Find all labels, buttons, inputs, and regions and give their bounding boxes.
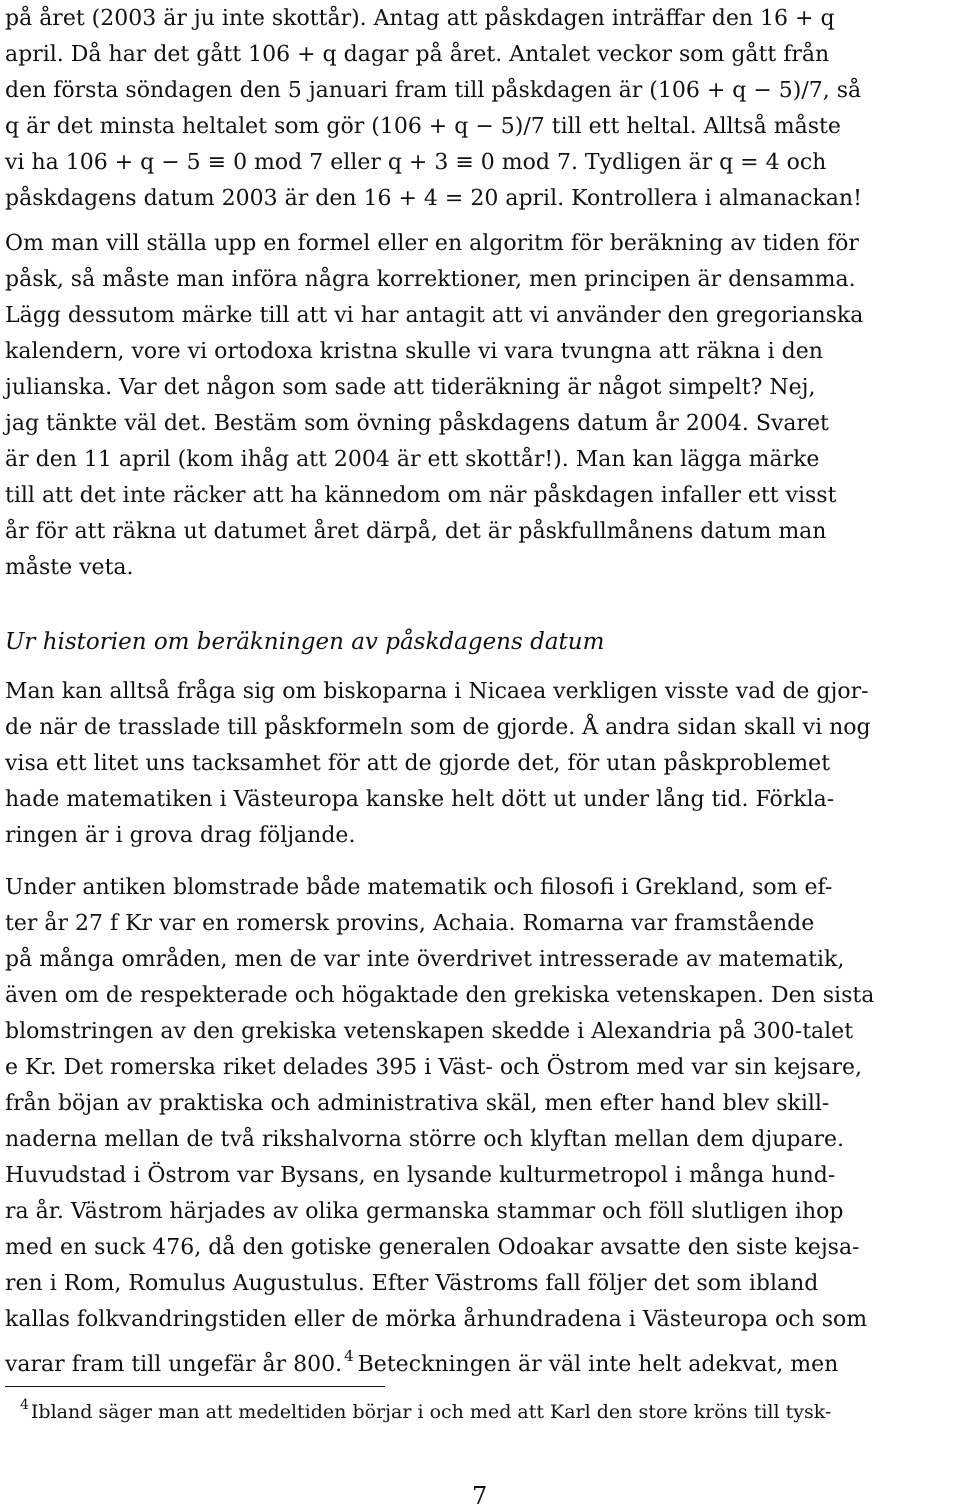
text-line: Under antiken blomstrade både matematik och filosofi i Grekland, som ef-: [5, 875, 833, 900]
text-line: från böjan av praktiska och administrativa skäl, men efter hand blev skill-: [5, 1091, 830, 1116]
text-line: ra år. Västrom härjades av olika germanska stammar och föll slutligen ihop: [5, 1199, 844, 1224]
text-line: Lägg dessutom märke till att vi har antagit att vi använder den gregorianska: [5, 303, 864, 328]
text-line: julianska. Var det någon som sade att tideräkning är något simpelt? Nej,: [5, 375, 816, 400]
text-segment: Beteckningen är väl inte helt adekvat, men: [357, 1352, 839, 1377]
text-line: vi ha 106 + q − 5 ≡ 0 mod 7 eller q + 3 ≡ 0 mod 7. Tydligen är q = 4 och: [5, 150, 827, 175]
text-line: måste veta.: [5, 555, 134, 580]
text-line: hade matematiken i Västeuropa kanske helt dött ut under lång tid. Förkla-: [5, 787, 835, 812]
text-line: påskdagens datum 2003 är den 16 + 4 = 20 april. Kontrollera i almanackan!: [5, 186, 862, 211]
footnote-separator: [5, 1386, 385, 1387]
section-heading: Ur historien om beräkningen av påskdagens datum: [5, 629, 605, 655]
text-line: blomstringen av den grekiska vetenskapen skedde i Alexandria på 300-talet: [5, 1019, 854, 1044]
page-number: 7: [472, 1482, 488, 1510]
text-line: q är det minsta heltalet som gör (106 + q − 5)/7 till ett heltal. Alltså måste: [5, 114, 841, 139]
text-line: Om man vill ställa upp en formel eller en algoritm för beräkning av tiden för: [5, 231, 859, 256]
text-line: [5, 1341, 839, 1377]
text-line: de när de trasslade till påskformeln som de gjorde. Å andra sidan skall vi nog: [5, 715, 871, 740]
text-line: kallas folkvandringstiden eller de mörka århundradena i Västeuropa och som: [5, 1307, 868, 1332]
text-line: med en suck 476, då den gotiske generalen Odoakar avsatte den siste kejsa-: [5, 1235, 860, 1260]
footnote: [20, 1392, 831, 1425]
text-line: är den 11 april (kom ihåg att 2004 är ett skottår!). Man kan lägga märke: [5, 447, 820, 472]
footnote-text: Ibland säger man att medeltiden börjar i och med att Karl den store kröns till tysk-: [30, 1401, 832, 1423]
text-line: år för att räkna ut datumet året därpå, det är påskfullmånens datum man: [5, 519, 827, 544]
text-line: naderna mellan de två rikshalvorna större och klyftan mellan dem djupare.: [5, 1127, 845, 1152]
text-segment: varar fram till ungefär år 800.: [5, 1352, 343, 1377]
text-line: till att det inte räcker att ha kännedom om när påskdagen infaller ett visst: [5, 483, 837, 508]
text-line: Huvudstad i Östrom var Bysans, en lysande kulturmetropol i många hund-: [5, 1163, 836, 1188]
text-line: även om de respekterade och högaktade den grekiska vetenskapen. Den sista: [5, 983, 875, 1008]
text-line: den första söndagen den 5 januari fram till påskdagen är (106 + q − 5)/7, så: [5, 78, 862, 103]
text-line: e Kr. Det romerska riket delades 395 i Väst- och Östrom med var sin kejsare,: [5, 1055, 862, 1080]
text-line: på många områden, men de var inte överdrivet intresserade av matematik,: [5, 947, 845, 972]
text-line: april. Då har det gått 106 + q dagar på året. Antalet veckor som gått från: [5, 42, 830, 67]
text-line: ren i Rom, Romulus Augustulus. Efter Västroms fall följer det som ibland: [5, 1271, 819, 1296]
text-line: Man kan alltså fråga sig om biskoparna i Nicaea verkligen visste vad de gjor-: [5, 679, 869, 704]
text-line: påsk, så måste man införa några korrektioner, men principen är densamma.: [5, 267, 856, 292]
text-line: ter år 27 f Kr var en romersk provins, Achaia. Romarna var framstående: [5, 911, 815, 936]
footnote-reference[interactable]: 4: [344, 1347, 354, 1365]
text-line: ringen är i grova drag följande.: [5, 823, 356, 848]
text-line: kalendern, vore vi ortodoxa kristna skulle vi vara tvungna att räkna i den: [5, 339, 823, 364]
text-line: på året (2003 är ju inte skottår). Antag att påskdagen inträffar den 16 + q: [5, 6, 835, 31]
text-line: jag tänkte väl det. Bestäm som övning påskdagens datum år 2004. Svaret: [5, 411, 829, 436]
text-line: visa ett litet uns tacksamhet för att de gjorde det, för utan påskproblemet: [5, 751, 831, 776]
footnote-mark: 4: [20, 1397, 29, 1413]
